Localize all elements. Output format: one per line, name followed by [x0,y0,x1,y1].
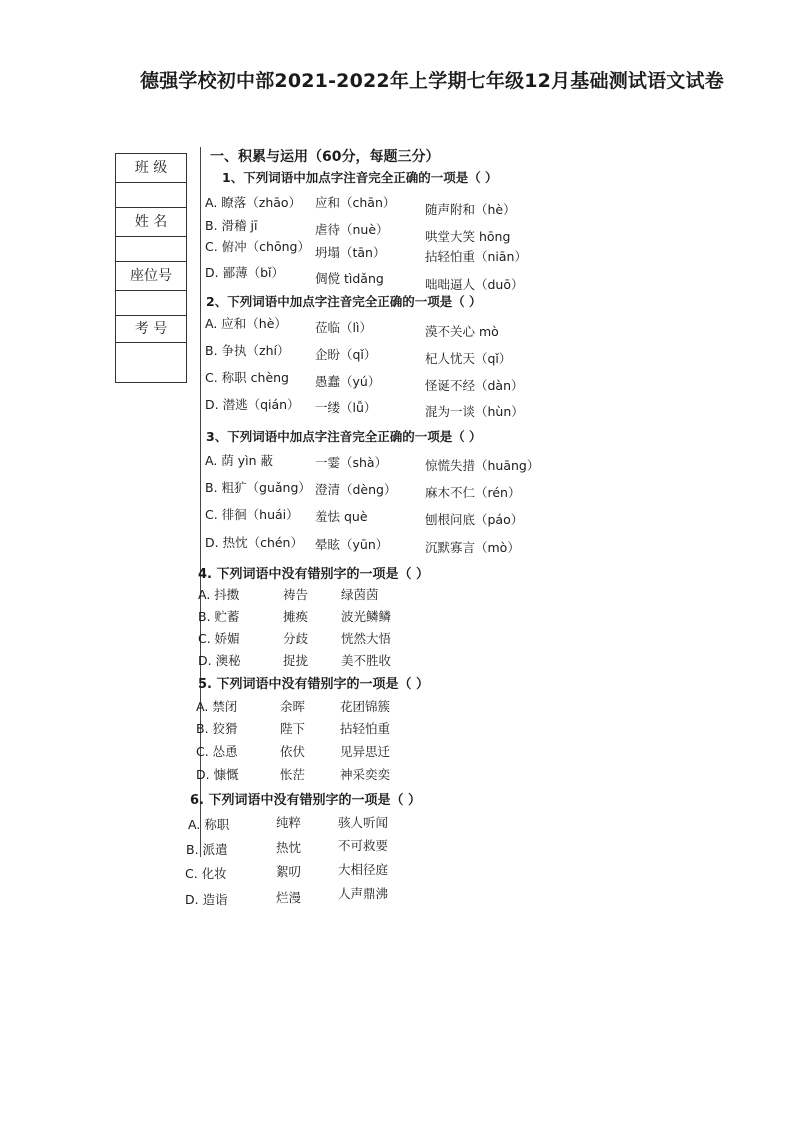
q6-option-b-word-1: B. 派遣 [186,842,228,857]
class-field[interactable] [116,183,186,208]
q2-option-d-word-3: 混为一谈（hùn） [425,404,524,419]
q4-option-b-word-1: B. 贮蓄 [198,609,240,624]
q3-option-d-word-1: D. 热忱（chén） [205,535,303,550]
q2-option-a-word-2: 莅临（lì） [315,320,372,335]
section-title: 一、积累与运用（60分，每题三分） [210,149,440,165]
q5-option-a-word-2: 余晖 [280,699,306,714]
q5-option-b-word-2: 陛下 [280,721,306,736]
q2-option-a-word-3: 漠不关心 mò [425,324,499,339]
q4-option-d-word-3: 美不胜收 [341,653,392,668]
q1-option-b-word-2: 虐待（nuè） [315,222,389,237]
q2-option-c-word-1: C. 称职 chèng [205,370,289,385]
question-2-stem: 2、下列词语中加点字注音完全正确的一项是（ ） [206,294,482,309]
q1-option-d-word-2: 倜傥 tìdǎng [315,271,384,286]
question-5-stem: 5. 下列词语中没有错别字的一项是（ ） [198,677,430,692]
q5-option-d-word-3: 神采奕奕 [340,767,391,782]
q2-option-a-word-1: A. 应和（hè） [205,316,287,331]
name-label: 姓 名 [116,208,186,237]
q2-option-d-word-1: D. 潜逃（qián） [205,397,300,412]
q5-option-b-word-1: B. 狡猾 [196,721,238,736]
question-6-stem: 6. 下列词语中没有错别字的一项是（ ） [190,793,422,808]
seat-field[interactable] [116,291,186,316]
seat-label: 座位号 [116,262,186,291]
q5-option-a-word-1: A. 禁闭 [196,699,238,714]
q1-option-d-word-1: D. 鄙薄（bǐ） [205,265,284,280]
q4-option-a-word-3: 绿茵茵 [341,587,379,602]
question-1-stem: 1、下列词语中加点字注音完全正确的一项是（ ） [222,170,498,185]
name-field[interactable] [116,237,186,262]
q1-option-c-word-2: 坍塌（tān） [315,245,386,260]
q6-option-d-word-2: 烂漫 [276,890,302,905]
question-4-stem: 4. 下列词语中没有错别字的一项是（ ） [198,567,430,582]
q4-option-d-word-2: 捉拢 [283,653,309,668]
q4-option-b-word-3: 波光鳞鳞 [341,609,392,624]
q1-option-a-word-2: 应和（chān） [315,195,396,210]
q4-option-a-word-2: 祷告 [283,587,309,602]
exam-number-label: 考 号 [116,316,186,343]
q2-option-c-word-3: 怪诞不经（dàn） [425,378,524,393]
q5-option-d-word-1: D. 慷慨 [196,767,239,782]
q5-option-a-word-3: 花团锦簇 [340,699,391,714]
q4-option-d-word-1: D. 澳秘 [198,653,241,668]
q1-option-a-word-3: 随声附和（hè） [425,202,516,217]
q6-option-a-word-1: A. 称职 [188,817,230,832]
q1-option-b-word-1: B. 滑稽 jī [205,218,258,233]
q5-option-b-word-3: 拈轻怕重 [340,721,391,736]
q3-option-c-word-1: C. 徘徊（huái） [205,507,299,522]
q5-option-d-word-2: 怅茫 [280,767,306,782]
q4-option-c-word-2: 分歧 [283,631,309,646]
q2-option-b-word-1: B. 争执（zhí） [205,343,290,358]
q5-option-c-word-3: 见异思迁 [340,744,391,759]
q3-option-c-word-3: 刨根问底（páo） [425,512,524,527]
q1-option-b-word-3: 哄堂大笑 hōng [425,229,511,244]
q3-option-b-word-2: 澄清（dèng） [315,482,397,497]
q3-option-d-word-3: 沉默寡言（mò） [425,540,520,555]
q2-option-b-word-3: 杞人忧天（qǐ） [425,351,512,366]
q5-option-c-word-2: 依伏 [280,744,306,759]
q2-option-b-word-2: 企盼（qǐ） [315,347,377,362]
q3-option-a-word-2: 一霎（shà） [315,455,388,470]
student-info-box [115,153,187,383]
class-label: 班 级 [116,154,186,183]
q6-option-d-word-3: 人声鼎沸 [338,886,389,901]
q6-option-d-word-1: D. 造诣 [185,892,228,907]
q1-option-c-word-3: 拈轻怕重（niān） [425,249,527,264]
exam-title: 德强学校初中部2021-2022年上学期七年级12月基础测试语文试卷 [140,70,724,92]
q6-option-a-word-3: 骇人听闻 [338,815,389,830]
q3-option-a-word-3: 惊慌失措（huāng） [425,458,540,473]
q6-option-b-word-2: 热忱 [276,840,302,855]
q3-option-a-word-1: A. 荫 yìn 蔽 [205,453,274,468]
q4-option-c-word-1: C. 娇媚 [198,631,240,646]
q4-option-b-word-2: 摊痪 [283,609,309,624]
q6-option-b-word-3: 不可救要 [338,838,389,853]
q3-option-b-word-1: B. 粗犷（guǎng） [205,480,311,495]
exam-number-field[interactable] [116,343,186,381]
q1-option-a-word-1: A. 瞭落（zhāo） [205,195,302,210]
q4-option-c-word-3: 恍然大悟 [341,631,392,646]
q6-option-a-word-2: 纯粹 [276,815,302,830]
q6-option-c-word-1: C. 化妆 [185,866,227,881]
q4-option-a-word-1: A. 抖擞 [198,587,240,602]
question-3-stem: 3、下列词语中加点字注音完全正确的一项是（ ） [206,429,482,444]
q3-option-d-word-2: 晕眩（yūn） [315,537,389,552]
q3-option-b-word-3: 麻木不仁（rén） [425,485,521,500]
q2-option-c-word-2: 愚蠢（yú） [315,374,381,389]
q6-option-c-word-2: 絮叨 [276,864,302,879]
q2-option-d-word-2: 一缕（lǚ） [315,400,377,415]
q3-option-c-word-2: 羞怯 què [315,509,368,524]
q5-option-c-word-1: C. 怂恿 [196,744,238,759]
q1-option-c-word-1: C. 俯冲（chōng） [205,239,310,254]
q1-option-d-word-3: 咄咄逼人（duō） [425,277,524,292]
q6-option-c-word-3: 大相径庭 [338,862,389,877]
